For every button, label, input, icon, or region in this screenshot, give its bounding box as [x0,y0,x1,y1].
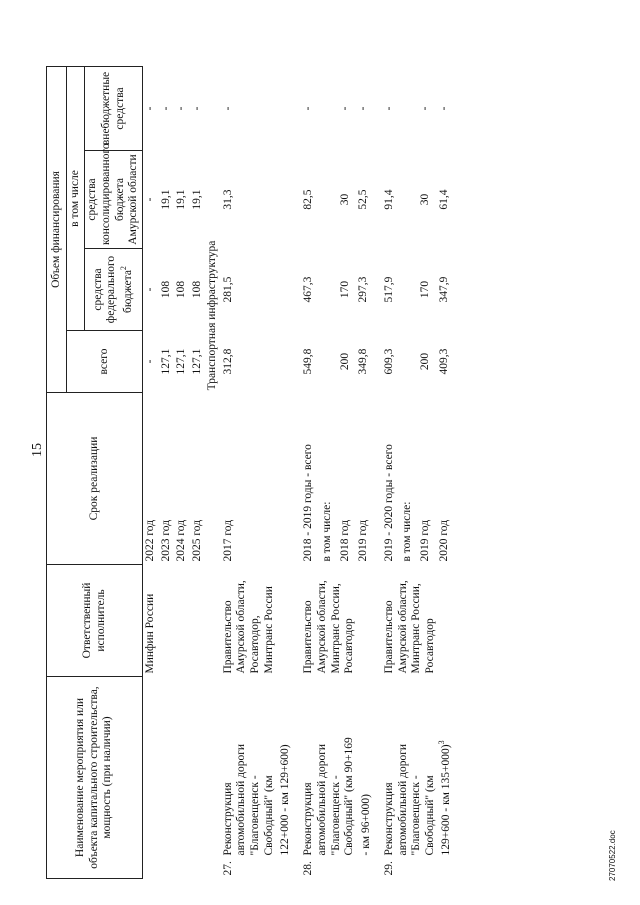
item-number: 27. [221,861,234,876]
offbudget-cell: - [302,106,315,111]
period-cell: в том числе: [401,501,414,562]
offbudget-cell: - [338,106,351,111]
federal-cell: 108 [175,280,188,299]
item-executor: Правительство Амурской области, Минтранс России, Росавтодор [383,580,436,674]
section-spacer [205,565,221,677]
total-cell: 200 [419,352,432,371]
header-executor: Ответственный исполнитель [47,565,143,677]
row-spacer [293,66,301,878]
regional-cell: 31,3 [221,189,234,210]
table-row [190,66,206,878]
total-cell: 312,8 [221,348,234,375]
federal-cell: 108 [190,280,203,299]
section-title: Транспортная инфраструктура [206,240,219,391]
offbudget-cell: - [221,106,234,111]
table-body [143,66,463,878]
header-federal [85,249,143,331]
total-cell [320,331,338,393]
period-cell: 2023 год [159,519,172,562]
executor-cell [159,565,175,677]
period-cell: 2017 год [221,519,234,562]
item-executor: Правительство Амурской области, Росавтодор, Минтранс России [221,580,275,674]
offbudget-cell: - [437,106,450,111]
section-row [205,66,221,878]
item-name-sup: 3 [437,740,447,745]
regional-cell: 91,4 [383,189,396,210]
name-cell [143,677,159,879]
federal-cell [320,249,338,331]
federal-cell: 297,3 [356,276,369,303]
period-cell: 2022 год [144,519,156,562]
federal-cell [400,249,418,331]
regional-cell: 19,1 [175,189,188,210]
period-cell: 2024 год [175,519,188,562]
federal-cell: 281,5 [221,276,234,303]
federal-cell: - [144,287,156,292]
name-cell [159,677,175,879]
period-cell: в том числе: [320,501,333,562]
item-name: Реконструкция автомобильной дороги "Благовещенск - Свободный" (км 90+169 - км 96+000) [302,737,372,856]
total-cell: 609,3 [383,348,396,375]
item-name-wrap [302,736,373,856]
regional-cell: 82,5 [302,189,315,210]
federal-cell: 467,3 [302,276,315,303]
row-spacer [374,66,382,878]
total-cell: 127,1 [190,348,203,375]
table-row [143,66,159,878]
offbudget-cell: - [356,106,369,111]
regional-cell: 61,4 [437,189,450,210]
federal-cell: 108 [159,280,172,299]
total-cell: 127,1 [159,348,172,375]
period-cell: 2020 год [437,519,450,562]
item-name-wrap [383,736,454,856]
period-cell: 2018 год [338,519,351,562]
item-number: 28. [302,861,315,876]
name-cell [174,677,190,879]
header-federal-sup: 2 [118,266,128,271]
total-cell: 127,1 [175,348,188,375]
total-cell: 349,8 [356,348,369,375]
table-header [47,66,143,878]
offbudget-cell: - [144,106,156,111]
executor-cell [174,565,190,677]
offbudget-cell [320,66,338,150]
item-executor: Правительство Амурской области, Минтранс России, Росавтодор [302,580,356,674]
header-total: всего [67,331,143,393]
header-name: Наименование мероприятия или объекта капитального строительства, мощность (при наличии) [47,677,143,879]
regional-cell: 19,1 [190,189,203,210]
period-cell: 2019 год [419,519,432,562]
period-cell: 2018 - 2019 годы - всего [302,444,315,562]
header-federal-text: средства федерального бюджета [91,255,134,324]
executor-cell [190,565,206,677]
section-spacer [205,677,221,879]
page-number: 15 [30,443,45,457]
period-cell: 2025 год [190,519,203,562]
regional-cell: 52,5 [356,189,369,210]
table-row [301,66,319,878]
regional-cell: - [144,197,156,202]
table-row [159,66,175,878]
federal-cell: 347,9 [437,276,450,303]
footer-code: 27070522.doc [608,830,617,881]
federal-cell: 170 [338,280,351,299]
item-name-wrap [222,736,293,856]
federal-cell: 170 [419,280,432,299]
financing-table [46,66,463,879]
item-name-cell [301,677,374,879]
header-offbudget: внебюджетные средства [85,66,143,150]
offbudget-cell: - [159,106,172,111]
table-row [221,66,294,878]
offbudget-cell: - [190,106,203,111]
header-in-which: в том числе [67,66,85,330]
item-number: 29. [383,861,396,876]
total-cell: 549,8 [302,348,315,375]
offbudget-cell: - [383,106,396,111]
item-name: Реконструкция автомобильной дороги "Благовещенск - Свободный" (км 129+600 - км 135+000) [383,743,453,856]
header-financing: Объем финансирования [47,66,67,392]
header-period: Срок реализации [47,393,143,565]
regional-cell: 19,1 [159,189,172,210]
total-cell: - [144,359,156,364]
executor-cell: Минфин России [144,593,156,674]
federal-cell: 517,9 [383,276,396,303]
table-row [174,66,190,878]
regional-cell [400,151,418,249]
row-spacer [455,66,463,878]
table-row [382,66,400,878]
total-cell: 409,3 [437,348,450,375]
item-name-cell [221,677,294,879]
name-cell [190,677,206,879]
regional-cell: 30 [419,193,432,206]
period-cell: 2019 - 2020 годы - всего [383,444,396,562]
offbudget-cell: - [175,106,188,111]
period-cell: 2019 год [356,519,369,562]
offbudget-cell: - [419,106,432,111]
offbudget-cell [400,66,418,150]
total-cell [400,331,418,393]
item-name-cell [382,677,455,879]
regional-cell [320,151,338,249]
total-cell: 200 [338,352,351,371]
item-name: Реконструкция автомобильной дороги "Благовещенск - Свободный" (км 122+000 - км 129+600) [221,743,291,856]
header-regional: средства консолидированного бюджета Амурской области [85,151,143,249]
regional-cell: 30 [338,193,351,206]
